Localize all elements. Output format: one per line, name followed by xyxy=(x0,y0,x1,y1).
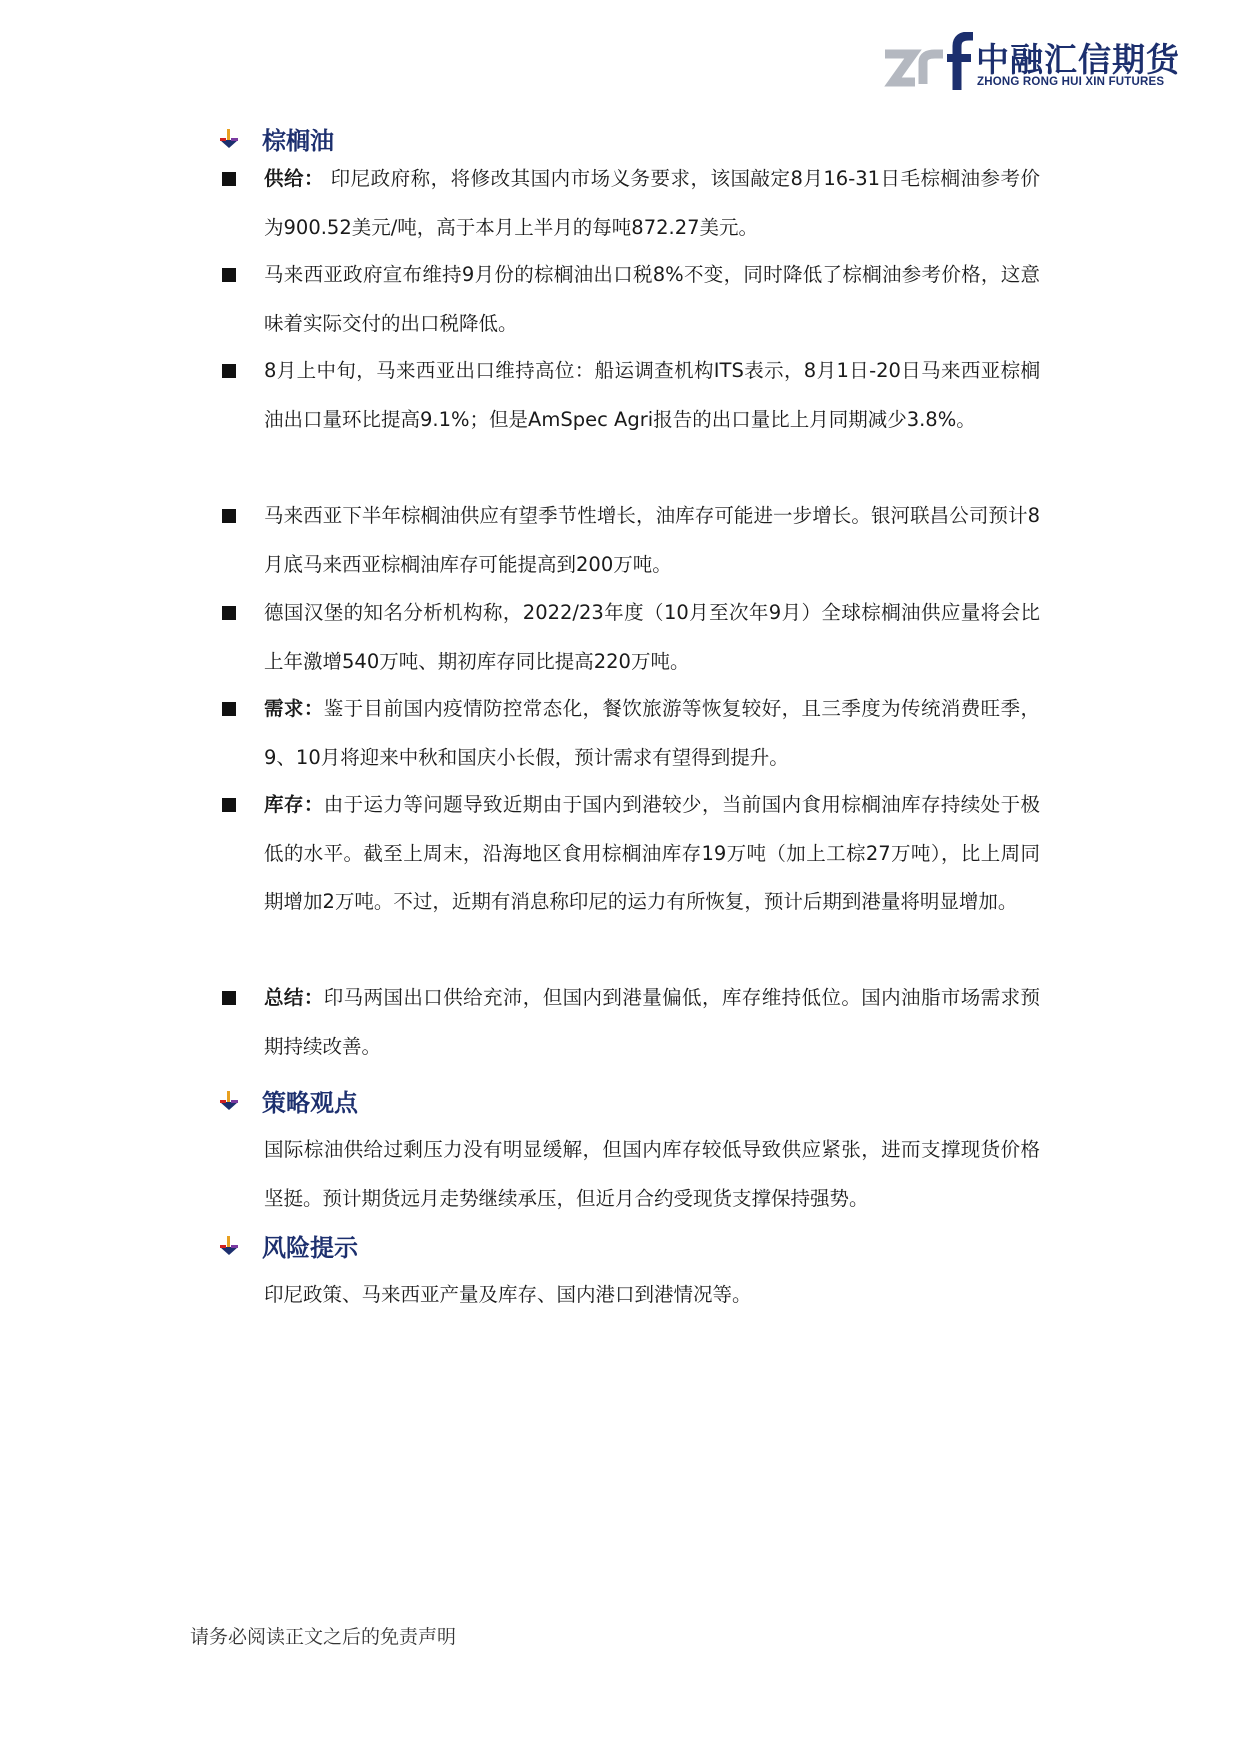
company-name-en: ZHONG RONG HUI XIN FUTURES xyxy=(977,76,1165,88)
section-marker-icon xyxy=(218,128,240,150)
item-text: 鉴于目前国内疫情防控常态化，餐饮旅游等恢复较好，且三季度为传统消费旺季，9、10月将迎来中秋和国庆小长假，预计需求有望得到提升。 xyxy=(264,697,1040,769)
risk-text: 印尼政策、马来西亚产量及库存、国内港口到港情况等。 xyxy=(264,1283,752,1306)
item-text: 由于运力等问题导致近期由于国内到港较少，当前国内食用棕榈油库存持续处于极低的水平。截至上周末，沿海地区食用棕榈油库存19万吨（加上工棕27万吨），比上周同期增加2万吨。不过，近期有消息称印尼的运力有所恢复，预计后期到港量将明显增加。 xyxy=(264,793,1040,913)
company-name-cn: 中融汇信期货 xyxy=(976,40,1180,79)
section-palm-heading xyxy=(218,121,334,156)
section-risk-heading xyxy=(218,1228,358,1263)
bullet-icon xyxy=(222,268,236,282)
item-text: 德国汉堡的知名分析机构称，2022/23年度（10月至次年9月）全球棕榈油供应量将会比上年激增540万吨、期初库存同比提高220万吨。 xyxy=(264,601,1040,673)
section-strategy-heading xyxy=(218,1083,358,1118)
bullet-icon xyxy=(222,509,236,523)
section-marker-icon xyxy=(218,1235,240,1257)
bullet-icon xyxy=(222,798,236,812)
item-text: 印尼政府称，将修改其国内市场义务要求，该国敲定8月16-31日毛棕榈油参考价为900.52美元/吨，高于本月上半月的每吨872.27美元。 xyxy=(264,167,1040,239)
palm-item xyxy=(264,347,1040,444)
bullet-icon xyxy=(222,172,236,186)
palm-item xyxy=(264,155,1040,252)
section-marker-icon xyxy=(218,1090,240,1112)
bullet-icon xyxy=(222,702,236,716)
section-title: 策略观点 xyxy=(262,1089,358,1117)
footer-disclaimer: 请务必阅读正文之后的免责声明 xyxy=(190,1626,457,1648)
item-label: 需求： xyxy=(264,697,324,720)
palm-item xyxy=(264,685,1040,782)
item-label: 供给： xyxy=(264,167,324,190)
section-title: 棕榈油 xyxy=(262,127,334,155)
strategy-text: 国际棕油供给过剩压力没有明显缓解，但国内库存较低导致供应紧张，进而支撑现货价格坚挺。预计期货远月走势继续承压，但近月合约受现货支撑保持强势。 xyxy=(264,1138,1040,1210)
item-text: 印马两国出口供给充沛，但国内到港量偏低，库存维持低位。国内油脂市场需求预期持续改善。 xyxy=(264,986,1040,1058)
palm-item xyxy=(264,251,1040,348)
section-title: 风险提示 xyxy=(262,1234,358,1262)
item-text: 8月上中旬，马来西亚出口维持高位：船运调查机构ITS表示，8月1日-20日马来西亚棕榈油出口量环比提高9.1%；但是AmSpec Agri报告的出口量比上月同期减少3.8%。 xyxy=(264,359,1040,431)
item-label: 总结： xyxy=(264,986,324,1009)
item-label: 库存： xyxy=(264,793,324,816)
palm-item xyxy=(264,781,1040,927)
bullet-icon xyxy=(222,606,236,620)
item-text: 马来西亚下半年棕榈油供应有望季节性增长，油库存可能进一步增长。银河联昌公司预计8月底马来西亚棕榈油库存可能提高到200万吨。 xyxy=(264,504,1040,576)
item-text: 马来西亚政府宣布维持9月份的棕榈油出口税8%不变，同时降低了棕榈油参考价格，这意味着实际交付的出口税降低。 xyxy=(264,263,1040,335)
bullet-icon xyxy=(222,364,236,378)
palm-item xyxy=(264,492,1040,589)
bullet-icon xyxy=(222,991,236,1005)
palm-item xyxy=(264,589,1040,686)
palm-item xyxy=(264,974,1040,1071)
